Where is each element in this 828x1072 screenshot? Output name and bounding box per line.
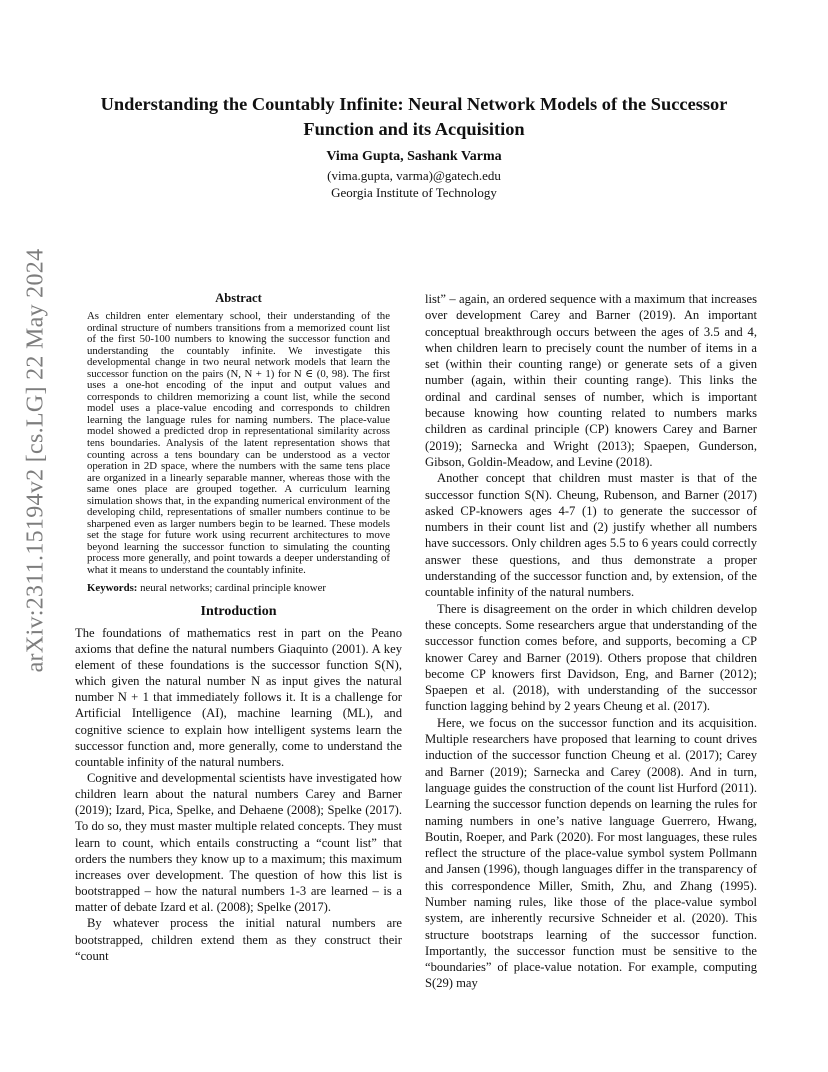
left-column (75, 291, 402, 964)
abstract-heading: Abstract (215, 291, 262, 305)
abstract-body: As children enter elementary school, their understanding of the ordinal structure of numbers transitions from a memorized count list of the first 50-100 numbers to knowing the successor function and understanding the countably infinite. We investigate this developmental change in two neural network models that learn the successor function on the pairs (N, N + 1) for N ∈ (0, 98). The first uses a one-hot encoding of the input and output values and corresponds to children memorizing a count list, while the second model uses a place-value encoding and corresponds to children learning the language rules for naming numbers. The place-value model showed a predicted drop in representational similarity across tens boundaries. Analysis of the latent representation shows that counting across a tens boundary can be understood as a vector operation in 2D space, where the numbers with the same tens place are organized in a linearly separable manner, whereas those with the same ones place are grouped together. A curriculum learning simulation shows that, in the expanding numerical environment of the developing child, representations of smaller numbers continue to be sharpened even as larger numbers begin to be learned. These models set the stage for future work using recurrent architectures to move beyond learning the successor function to simulating the counting process more generally, and point towards a deeper understanding of what it means to understand the countably infinite. (87, 310, 390, 577)
introduction-heading: Introduction (200, 603, 277, 619)
keywords-label: Keywords: (87, 581, 138, 594)
author-emails: (vima.gupta, varma)@gatech.edu (327, 168, 501, 183)
paper-title: Understanding the Countably Infinite: Neural Network Models of the Successor Function and its Acquisition (100, 94, 728, 139)
arxiv-stamp (22, 248, 50, 672)
arxiv-stamp-text: arXiv:2311.15194v2 [cs.LG] 22 May 2024 (22, 248, 49, 672)
intro-paragraph-2: Cognitive and developmental scientists have investigated how children learn about the natural numbers Carey and Barner (2019); Izard, Pica, Spelke, and Dehaene (2008); Spelke (2017). To do so, they must master multiple related concepts. They must learn to count, which entails constructing a “count list” that orders the numbers they know up to a maximum; this maximum increases over development. The question of how this list is bootstrapped – how the natural numbers 1-3 are learned – is a matter of debate Izard et al. (2008); Spelke (2017). (75, 770, 402, 915)
intro-paragraph-3: By whatever process the initial natural numbers are bootstrapped, children extend them as they construct their “count (75, 916, 402, 963)
right-paragraph-4: Here, we focus on the successor function and its acquisition. Multiple researchers have proposed that learning to count drives induction of the successor function Cheung et al. (2017); Carey and Barner (2019); Sarnecka and Carey (2008). And in turn, language guides the construction of the count list Hurford (2011). Learning the successor function depends on learning the rules for naming numbers in one’s native language Guerrero, Hwang, Boutin, Roeper, and Park (2020). For most languages, these rules reflect the structure of the place-value symbol system Pollmann and Jansen (1996), though languages differ in the transparency of this correspondence Miller, Smith, Zhu, and Zhang (1995). Number naming rules, like those of the place-value symbol system, are inherently recursive Schneider et al. (2020). This structure bootstraps learning of the successor function. Importantly, the successor function must be sensitive to the “boundaries” of place-value notation. For example, computing S(29) may (425, 715, 757, 991)
affiliation: Georgia Institute of Technology (331, 185, 497, 200)
author-list: Vima Gupta, Sashank Varma (326, 149, 502, 164)
right-paragraph-3: There is disagreement on the order in which children develop these concepts. Some researchers argue that understanding of the successor function comes before, and supports, becoming a CP knower Carey and Barner (2019). Others propose that children become CP knowers first Davidson, Eng, and Barner (2012); Spaepen et al. (2018), with understanding of the successor function lagging behind by 2 years Cheung et al. (2017). (425, 601, 757, 714)
right-paragraph-1: list” – again, an ordered sequence with a maximum that increases over development Carey and Barner (2019). An important conceptual breakthrough occurs between the ages of 3.5 and 4, when children learn to precisely count the number of items in a set (within their counting range) or generate sets of a given number (again, within their counting range). This links the ordinal and cardinal senses of number, which is important because knowing how counting related to numbers marks children as cardinal principle (CP) knowers Carey and Barner (2019); Sarnecka and Wright (2013); Spaepen, Gunderson, Gibson, Goldin-Meadow, and Levine (2018). (425, 292, 757, 469)
right-paragraph-2: Another concept that children must master is that of the successor function S(N). Cheung, Rubenson, and Barner (2017) asked CP-knowers ages 4-7 (1) to generate the successor of numbers in their count list and (2) justify whether all numbers have successors. Only children ages 5.5 to 6 years could correctly answer these questions, and thus demonstrate a proper understanding of the successor function and, by extension, of the countable infinity of the natural numbers. (425, 471, 757, 600)
keywords-text: neural networks; cardinal principle knower (137, 581, 326, 594)
keywords-line (87, 582, 390, 595)
right-column (425, 291, 757, 992)
intro-paragraph-1: The foundations of mathematics rest in part on the Peano axioms that define the natural numbers Giaquinto (2001). A key element of these foundations is the successor function S(N), which given the natural number N as input gives the natural number N + 1 that immediately follows it. It is a challenge for Artificial Intelligence (AI), machine learning (ML), and cognitive science to explain how intelligent systems learn the successor function and, more generally, come to understand the countable infinity of the natural numbers. (75, 625, 402, 769)
